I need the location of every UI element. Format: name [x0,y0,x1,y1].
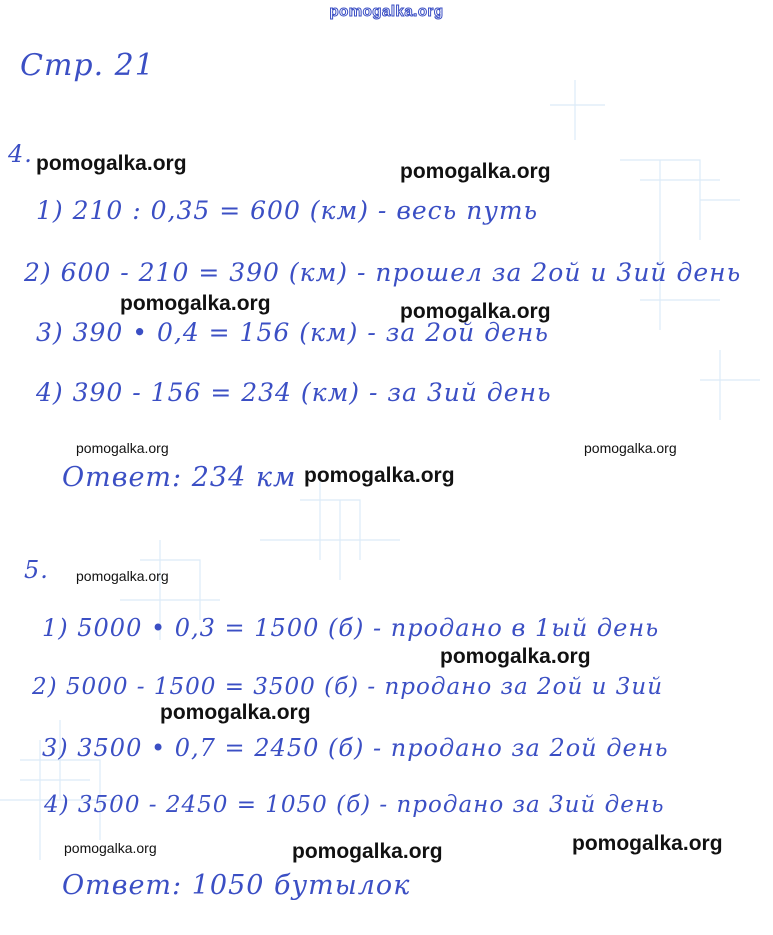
watermark: pomogalka.org [400,160,551,183]
watermark: pomogalka.org [572,832,723,855]
watermark: pomogalka.org [76,568,169,584]
task4-line-2: 2) 600 - 210 = 390 (км) - прошел за 2ой и 3ий день [24,258,742,287]
watermark: pomogalka.org [64,840,157,856]
task5-line-2: 2) 5000 - 1500 = 3500 (б) - продано за 2ой и 3ий [32,674,664,700]
watermark: pomogalka.org [400,300,551,323]
task4-line-3: 3) 390 • 0,4 = 156 (км) - за 2ой день [36,318,549,347]
watermark: pomogalka.org [160,701,311,724]
task5-line-4: 4) 3500 - 2450 = 1050 (б) - продано за 3ий день [44,792,665,818]
watermark: pomogalka.org [36,152,187,175]
task4-answer: Ответ: 234 км [62,462,297,493]
watermark: pomogalka.org [440,645,591,668]
task5-line-1: 1) 5000 • 0,3 = 1500 (б) - продано в 1ый день [42,614,660,642]
watermark: pomogalka.org [76,440,169,456]
task5-number: 5. [24,556,49,584]
task4-line-4: 4) 390 - 156 = 234 (км) - за 3ий день [36,378,552,407]
task5-answer: Ответ: 1050 бутылок [62,870,411,901]
header-watermark: pomogalka.org [329,3,444,20]
task4-number: 4. [8,140,33,168]
task5-line-3: 3) 3500 • 0,7 = 2450 (б) - продано за 2ой день [42,734,669,762]
watermark: pomogalka.org [120,292,271,315]
page-label: Стр. 21 [20,48,155,83]
task4-line-1: 1) 210 : 0,35 = 600 (км) - весь путь [36,196,539,225]
watermark: pomogalka.org [292,840,443,863]
watermark: pomogalka.org [304,464,455,487]
watermark: pomogalka.org [584,440,677,456]
